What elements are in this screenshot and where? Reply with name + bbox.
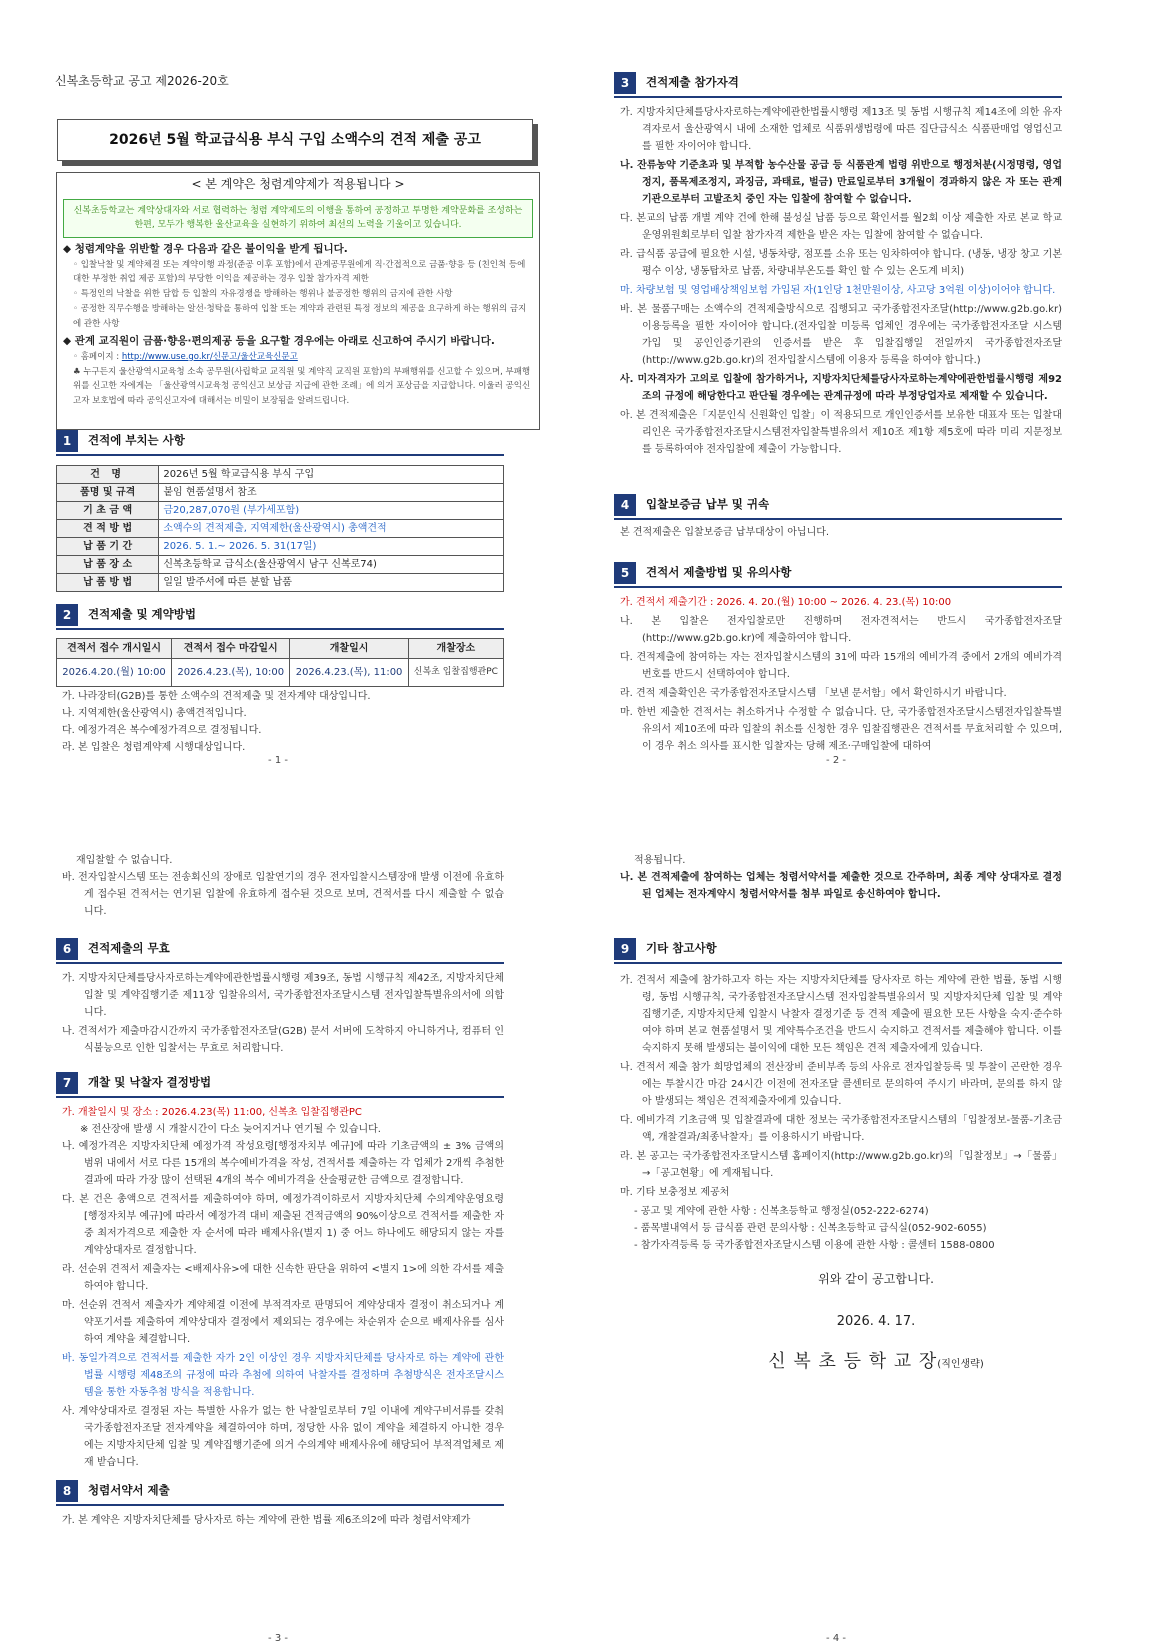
page-3-top [62, 852, 504, 922]
section-3-header [614, 72, 739, 94]
section-rule [614, 96, 1062, 98]
schedule-table [56, 638, 504, 687]
list-item: 다. 견적제출에 참여하는 자는 전자입찰시스템의 31에 따라 15개의 예비가격 중에서 2개의 예비가격번호를 반드시 선택하여야 합니다. [620, 652, 1062, 680]
list-item: 가. 본 계약은 지방자치단체를 당사자로 하는 계약에 관한 법률 제6조의2에 따라 청렴서약제가 [62, 1515, 471, 1526]
section-rule [56, 1504, 504, 1506]
list-item: 사. 계약상대자로 결정된 자는 특별한 사유가 없는 한 낙찰일로부터 7일 이내에 계약구비서류를 갖춰 국가종합전자조달 전자계약을 체결하여야 하며, 정당한 사유 없이 계약을 체결하지 아니한 경우에는 지방자치단체 입찰 및 계약집행기준에 의거 수의계약 배제사유에 해당되어 부적격업체로 제재 받습니다. [62, 1406, 504, 1468]
list-item: 가. 견적서 제출에 참가하고자 하는 자는 지방자치단체를 당사자로 하는 계약에 관한 법률, 동법 시행령, 동법 시행규칙, 국가종합전자조달시스템 전자입찰특별유의서 및 지방자치단체 입찰 및 계약 집행기준, 지방자치단체 입찰시 낙찰자 결정기준 등 견적 제출에 필요한 모든 사항을 숙지·준수하여야 하며 본교 현품설명서 및 계약특수조건을 반드시 숙지하고 견적서를 제출해야 합니다. 이를 숙지하지 못해 발생되는 불이익에 대한 모든 책임은 견적 제출자에게 있습니다. [620, 975, 1062, 1054]
section-number: 8 [56, 1480, 78, 1502]
section-title: 견적에 부치는 사항 [88, 433, 185, 448]
section-5-header [614, 562, 791, 584]
table-row [57, 502, 504, 520]
section-title: 기타 참고사항 [646, 941, 717, 956]
list-item: 가. 나라장터(G2B)를 통한 소액수의 견적제출 및 전자계약 대상입니다. [62, 691, 371, 702]
notice-homepage [57, 350, 539, 365]
page-number: - 1 - [268, 755, 288, 766]
page-2 [584, 0, 1168, 826]
list-item: 라. 본 입찰은 청렴계약제 시행대상입니다. [62, 742, 246, 753]
table-value: 2026년 5월 학교급식용 부식 구입 [159, 466, 504, 484]
column-header: 견적서 접수 마감일시 [172, 639, 290, 659]
table-row [57, 556, 504, 574]
section-6-header [56, 938, 170, 960]
column-header: 개찰장소 [408, 639, 503, 659]
list-item: 마. 차량보험 및 영업배상책임보험 가입된 자(1인당 1천만원이상, 사고당 3억원 이상)이어야 합니다. [620, 285, 1056, 296]
table-key: 납 품 방 법 [57, 574, 159, 592]
list-item: 다. 예비가격 기초금액 및 입찰결과에 대한 정보는 국가종합전자조달시스템의「입찰정보-물품-기초금액, 개찰결과/최종낙찰자」를 이용하시기 바랍니다. [620, 1115, 1062, 1143]
closing-statement: 위와 같이 공고합니다. [818, 1272, 934, 1286]
column-header: 개찰일시 [290, 639, 408, 659]
section-6-body [62, 970, 504, 1059]
list-item: 재입찰할 수 없습니다. [76, 855, 173, 866]
notice-number: 신복초등학교 공고 제2026-20호 [55, 74, 229, 88]
contact-item: - 공고 및 계약에 관한 사항 : 신복초등학교 행정실(052-222-6274) [634, 1206, 929, 1217]
table-value: 붙임 현품설명서 참조 [159, 484, 504, 502]
notice-sub: ♣ 누구든지 울산광역시교육청 소속 공무원(사립학교 교직원 및 계약직 교직원 포함)의 부패행위를 신고할 수 있으며, 부패행위를 신고한 자에게는 「울산광역시교육청 공익신고 보상금 지급에 관한 조례」에 의거 포상금을 지급합니다. 이울러 공익신고자 보호법에 따라 공익신고자에 대해서는 비밀이 보장됨을 알려드립니다. [73, 366, 531, 407]
report-link[interactable]: http://www.use.go.kr/신문고/울산교육신문고 [121, 351, 298, 362]
section-title: 견적제출의 무효 [88, 941, 170, 956]
table-row [57, 520, 504, 538]
table-row [57, 484, 504, 502]
contact-item: - 품목별내역서 등 급식품 관련 문의사항 : 신복초등학교 급식실(052-902-6055) [634, 1223, 987, 1234]
page-4 [584, 826, 1168, 1652]
page-number: - 2 - [826, 755, 846, 766]
list-item: 바. 동일가격으로 견적서를 제출한 자가 2인 이상인 경우 지방자치단체를 당사자로 하는 계약에 관한 법률 시행령 제48조의 규정에 따라 추첨에 의하여 낙찰자를 결정하며 추첨방식은 전자조달시스템을 통한 자동추첨 방식을 적용합니다. [62, 1353, 504, 1398]
table-cell: 2026.4.23.(목), 11:00 [290, 659, 408, 687]
list-item: 다. 본교의 납품 개별 계약 건에 한해 불성실 납품 등으로 확인서를 월2회 이상 제출한 자로 본교 학교운영위원회로부터 입찰 참가자격 제한을 받은 자는 입찰에 참여할 수 없습니다. [620, 213, 1062, 241]
section-title: 견적서 제출방법 및 유의사항 [646, 565, 792, 580]
section-title: 견적제출 참가자격 [646, 75, 739, 90]
page-number: - 4 - [826, 1633, 846, 1644]
seal-omitted: (직인생략) [937, 1359, 984, 1370]
green-info-box: 신복초등학교는 계약상대자와 서로 협력하는 청렴 계약제도의 이행을 통하여 공정하고 투명한 계약문화를 조성하는 한편, 모두가 행복한 울산교육을 실현하기 위하여 최선의 노력을 기울이고 있습니다. [63, 199, 533, 238]
table-row [57, 659, 504, 687]
list-item: 바. 본 물품구매는 소액수의 견적제출방식으로 집행되고 국가종합전자조달(http://www.g2b.go.kr)이용등록을 필한 자이어야 합니다.(전자입찰 미등록 업체인 경우에는 국가종합전자조달 시스템 가입 및 공인인증기관의 인증서를 받은 후 입찰집행일 전일까지 국가종합전자조달(http://www.g2b.go.kr)의 전자입찰시스템에 이용자 등록을 하여야 합니다.) [620, 304, 1062, 366]
notice-date: 2026. 4. 17. [836, 1314, 916, 1329]
table-cell: 2026.4.20.(월) 10:00 [57, 659, 172, 687]
table-row [57, 538, 504, 556]
list-item: 나. 잔류농약 기준초과 및 부적합 농수산물 공급 등 식품관계 법령 위반으로 행정처분(시정명령, 영업정지, 품목제조정지, 과징금, 과태료, 벌금) 만료일로부터 3개월이 경과하지 않은 자 또는 관계기관으로부터 고발조치 중인 자는 입찰에 참여할 수 없습니다. [620, 160, 1062, 205]
list-item: 가. 견적서 제출기간 : 2026. 4. 20.(월) 10:00 ~ 2026. 4. 23.(목) 10:00 [620, 597, 952, 608]
list-item: 나. 예정가격은 지방자치단체 예정가격 작성요령[행정자치부 예규]에 따라 기초금액의 ± 3% 금액의 범위 내에서 서로 다른 15개의 복수예비가격을 작성, 견적서를 제출하는 각 업체가 2개씩 추첨한 결과에 따라 가장 많이 선택된 4개의 복수 예비가격을 산술평균한 금액으로 결정합니다. [62, 1141, 504, 1186]
section-5-body [620, 594, 1062, 757]
table-value: 소액수의 견적제출, 지역제한(울산광역시) 총액견적 [159, 520, 504, 538]
table-value: 신복초등학교 급식소(울산광역시 남구 신복로74) [159, 556, 504, 574]
list-item: 적용됩니다. [634, 855, 686, 866]
page-number: - 3 - [268, 1633, 288, 1644]
section-2-header [56, 604, 196, 626]
section-rule [56, 1096, 504, 1098]
title-box [57, 119, 533, 161]
notice-sub: ◦ 특정인의 낙찰을 위한 담합 등 입찰의 자유경쟁을 방해하는 행위나 불공정한 행위의 금지에 관한 사항 [73, 289, 453, 300]
table-key: 견 적 방 법 [57, 520, 159, 538]
notice-point-2: ◆ 관계 교직원이 금품·향응·편의제공 등을 요구할 경우에는 아래로 신고하여 주시기 바랍니다. [63, 334, 495, 347]
page-4-top [620, 852, 1062, 905]
list-item: 다. 예정가격은 복수예정가격으로 결정됩니다. [62, 725, 262, 736]
section-7-body [62, 1104, 504, 1473]
notice-sub: ◦ 입찰낙찰 및 계약체결 또는 계약이행 과정(준공 이후 포함)에서 관계공무원에게 직·간접적으로 금품·향응 등 (친인척 등에 대한 부정한 취업 제공 포함)의 부당한 이익을 제공하는 경우 입찰 참가자격 제한 [73, 259, 526, 285]
table-cell: 2026.4.23.(목), 10:00 [172, 659, 290, 687]
section-number: 6 [56, 938, 78, 960]
section-title: 견적제출 및 계약방법 [88, 607, 196, 622]
notice-sub: ◦ 공정한 직무수행을 방해하는 알선·청탁을 통하여 입찰 또는 계약과 관련된 특정 정보의 제공을 요구하게 하는 행위의 금지에 관한 사항 [73, 304, 527, 330]
list-item: 바. 전자입찰시스템 또는 전송회신의 장애로 입찰연기의 경우 전자입찰시스템장애 발생 이전에 유효하게 접수된 견적서는 연기된 입찰에 유효하게 접수된 것으로 보며, 견적서를 다시 제출할 수 없습니다. [62, 872, 504, 917]
column-header: 견적서 접수 개시일시 [57, 639, 172, 659]
list-item: 나. 견적서가 제출마감시간까지 국가종합전자조달(G2B) 문서 서버에 도착하지 아니하거나, 컴퓨터 인식불능으로 인한 입찰서는 무효로 처리합니다. [62, 1026, 504, 1054]
table-value: 2026. 5. 1.~ 2026. 5. 31(17일) [159, 538, 504, 556]
contact-item: - 참가자격등록 등 국가종합전자조달시스템 이용에 관한 사항 : 콜센터 1588-0800 [634, 1240, 995, 1251]
section-8-header [56, 1480, 170, 1502]
section-number: 2 [56, 604, 78, 626]
table-row [57, 466, 504, 484]
list-item: 아. 본 견적제출은「지문인식 신원확인 입찰」이 적용되므로 개인인증서를 보유한 대표자 또는 입찰대리인은 국가종합전자조달시스템전자입찰특별유의서 제10조 제1항 제5호에 따라 미리 지문정보를 등록하여야 전자입찰에 제출이 가능합니다. [620, 410, 1062, 455]
homepage-label: ◦ 홈페이지 : [73, 351, 122, 362]
list-item: 라. 견적 제출확인은 국가종합전자조달시스템 「보낸 문서함」에서 확인하시기 바랍니다. [620, 688, 1007, 699]
section-9-body [620, 972, 1062, 1254]
list-item: 라. 선순위 견적서 제출자는 <배제사유>에 대한 신속한 판단을 위하여 <별지 1>에 의한 각서를 제출하여야 합니다. [62, 1264, 504, 1292]
signer-block [584, 1348, 1168, 1375]
section-rule [56, 962, 504, 964]
section-number: 5 [614, 562, 636, 584]
section-3-body [620, 104, 1062, 460]
list-item: 마. 선순위 견적서 제출자가 계약체결 이전에 부적격자로 판명되어 계약상대자 결정이 취소되거나 계약포기서를 제출하여 계약상대자 결정에서 제외되는 경우에는 차순위자 순으로 배제사유를 심사하여 계약을 체결합니다. [62, 1300, 504, 1345]
list-item: 라. 급식품 공급에 필요한 시설, 냉동차량, 점포를 소유 또는 임차하여야 합니다. (냉동, 냉장 창고 기본평수 이상, 냉동탑차로 납품, 차량내부온도를 확인 할 수 있는 온도계 비치) [620, 249, 1062, 277]
list-item: 나. 본 견적제출에 참여하는 업체는 청렴서약서를 제출한 것으로 간주하며, 최종 계약 상대자로 결정된 업체는 전자계약시 청렴서약서를 첨부 파일로 송신하여야 합니다. [620, 872, 1062, 900]
section-4-header [614, 494, 769, 516]
list-item: 사. 미자격자가 고의로 입찰에 참가하거나, 지방자치단체를당사자로하는계약에관한법률시행령 제92조의 규정에 해당한다고 판단될 경우에는 관계규정에 따라 부정당업자로 제재할 수 있습니다. [620, 374, 1062, 402]
section-rule [56, 628, 504, 630]
signer-name: 신 복 초 등 학 교 장 [768, 1351, 938, 1372]
table-key: 납 품 기 간 [57, 538, 159, 556]
section-number: 9 [614, 938, 636, 960]
section-rule [614, 962, 1062, 964]
table-key: 기 초 금 액 [57, 502, 159, 520]
list-item: ※ 전산장애 발생 시 개찰시간이 다소 늦어지거나 연기될 수 있습니다. [80, 1124, 381, 1135]
section-7-header [56, 1072, 211, 1094]
section-number: 4 [614, 494, 636, 516]
section-2-body [62, 688, 502, 756]
table-cell: 신복초 입찰집행관PC [408, 659, 503, 687]
table-key: 건 명 [57, 466, 159, 484]
section-8-body [62, 1512, 504, 1531]
page-3 [0, 826, 584, 1652]
section-title: 청렴서약서 제출 [88, 1483, 170, 1498]
section-title: 개찰 및 낙찰자 결정방법 [88, 1075, 212, 1090]
section-9-header [614, 938, 717, 960]
table-value: 일일 발주서에 따른 분할 납품 [159, 574, 504, 592]
list-item: 가. 지방자치단체를당사자로하는계약에관한법률시행령 제13조 및 동법 시행규칙 제14조에 의한 유자격자로서 울산광역시 내에 소재한 업체로 식품위생법령에 따른 집단급식소 식품판매업 영업신고를 필한 자이어야 합니다. [620, 107, 1062, 152]
list-item: 나. 지역제한(울산광역시) 총액견적입니다. [62, 708, 247, 719]
page-1 [0, 0, 584, 826]
table-row [57, 574, 504, 592]
section-title: 입찰보증금 납부 및 귀속 [646, 497, 770, 512]
section-rule [614, 586, 1062, 588]
table-key: 품명 및 규격 [57, 484, 159, 502]
notice-header: < 본 계약은 청렴계약제가 적용됩니다 > [191, 177, 405, 191]
list-item: 마. 기타 보충정보 제공처 [620, 1187, 730, 1198]
notice-point-1: ◆ 청렴계약을 위반할 경우 다음과 같은 불이익을 받게 됩니다. [63, 242, 348, 255]
table-key: 납 품 장 소 [57, 556, 159, 574]
list-item: 나. 견적서 제출 참가 희망업체의 전산장비 준비부족 등의 사유로 전자입찰등록 및 투찰이 곤란한 경우에는 투찰시간 마감 24시간 이전에 전자조달 콜센터로 문의하여 주시기 바라며, 문의를 하지 않아 발생되는 책임은 견적제출자에게 있습니다. [620, 1062, 1062, 1107]
table-header-row [57, 639, 504, 659]
section-number: 1 [56, 430, 78, 452]
list-item: 나. 본 입찰은 전자입찰로만 진행하며 전자견적서는 반드시 국가종합전자조달(http://www.g2b.go.kr)에 제출하여야 합니다. [620, 616, 1062, 644]
list-item: 다. 본 건은 총액으로 견적서를 제출하여야 하며, 예정가격이하로서 지방자치단체 수의계약운영요령[행정자치부 예규]에 따라서 예정가격 대비 제출된 견적금액의 90%이상으로 견적서를 제출한 자 중 최저가격으로 제출한 자 순서에 따라 배제사유(별지 1) 중 어느 하나에도 해당되지 않는 자를 계약상대자로 결정합니다. [62, 1194, 504, 1256]
section-rule [614, 518, 1062, 520]
list-item: 가. 지방자치단체를당사자로하는계약에관한법률시행령 제39조, 동법 시행규칙 제42조, 지방자치단체 입찰 및 계약집행기준 제11장 입찰유의서, 국가종합전자조달시스템 전자입찰특별유의서에 의합니다. [62, 973, 504, 1018]
document-title: 2026년 5월 학교급식용 부식 구입 소액수의 견적 제출 공고 [109, 131, 481, 148]
section-4-body: 본 견적제출은 입찰보증금 납부대상이 아닙니다. [620, 527, 830, 538]
section-number: 3 [614, 72, 636, 94]
list-item: 가. 개찰일시 및 장소 : 2026.4.23(목) 11:00, 신복초 입찰집행관PC [62, 1107, 362, 1118]
section-rule [56, 454, 504, 456]
section-number: 7 [56, 1072, 78, 1094]
list-item: 라. 본 공고는 국가종합전자조달시스템 홈페이지(http://www.g2b.go.kr)의「입찰정보」→「물품」→「공고현황」에 게재됩니다. [620, 1151, 1062, 1179]
table-value: 금20,287,070원 (부가세포함) [159, 502, 504, 520]
integrity-notice-box [56, 172, 540, 430]
list-item: 마. 한번 제출한 견적서는 취소하거나 수정할 수 없습니다. 단, 국가종합전자조달시스템전자입찰특별유의서 제10조에 따라 입찰의 취소를 신청한 경우 입찰집행관은 견적서를 무효처리할 수 있으며, 이 경우 취소 의사를 표시한 입찰자는 당해 제조·구매입찰에 대하여 [620, 707, 1062, 752]
section-1-header [56, 430, 185, 452]
bid-info-table [56, 465, 504, 592]
